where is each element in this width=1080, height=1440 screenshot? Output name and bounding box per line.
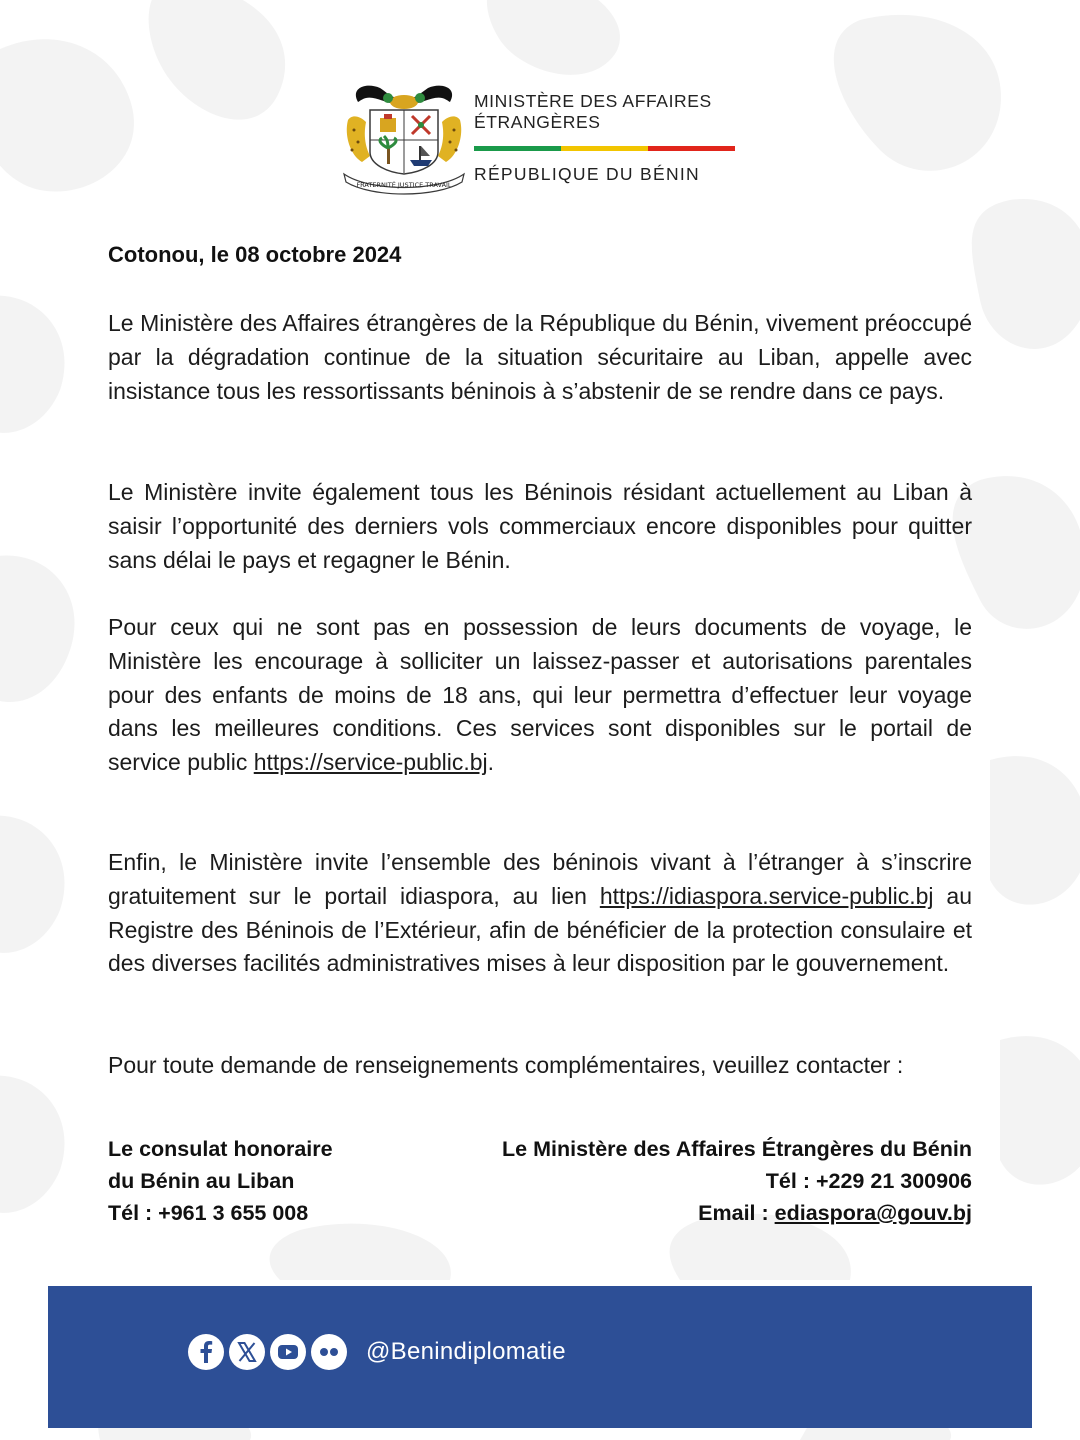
flickr-icon[interactable]	[311, 1334, 347, 1370]
paragraph-5: Pour toute demande de renseignements complémentaires, veuillez contacter :	[108, 1052, 904, 1078]
dateline: Cotonou, le 08 octobre 2024	[108, 242, 402, 267]
republic-name: RÉPUBLIQUE DU BÉNIN	[474, 164, 700, 184]
email-label: Email :	[698, 1201, 775, 1225]
ministry-header	[340, 80, 740, 195]
paragraph-4-text-end: au Registre des Béninois de l’Extérieur, afin de bénéficier de la protection consulaire et des diverses facilités administratives mises à leur disposition par le gouvernement.	[108, 882, 972, 977]
flag-yellow-stripe	[561, 146, 648, 151]
paragraph-1: Le Ministère des Affaires étrangères de la République du Bénin, vivement préoccupé par la dégradation continue de la situation sécuritaire au Liban, appelle avec insistance tous les ressortissants béninois à s’abstenir de se rendre dans ce pays.	[108, 310, 972, 404]
ministry-name	[474, 91, 744, 133]
flag-green-stripe	[474, 146, 561, 151]
social-icons	[188, 1334, 347, 1370]
ministry-contact-name: Le Ministère des Affaires Étrangères du Bénin	[502, 1137, 972, 1161]
paragraph-2: Le Ministère invite également tous les Béninois résidant actuellement au Liban à saisir l’opportunité des derniers vols commerciaux encore disponibles pour quitter sans délai le pays et regagner le Bénin.	[108, 479, 972, 573]
flag-color-bar	[474, 146, 735, 151]
ministry-name-line-1: MINISTÈRE DES AFFAIRES	[474, 91, 712, 111]
ministry-contact-email-row	[412, 1197, 972, 1229]
flag-red-stripe	[648, 146, 735, 151]
idiaspora-link[interactable]: https://idiaspora.service-public.bj	[599, 882, 934, 909]
social-handle[interactable]: @Benindiplomatie	[366, 1338, 566, 1365]
x-icon[interactable]	[229, 1334, 265, 1370]
youtube-icon[interactable]	[270, 1334, 306, 1370]
paragraph-3	[108, 611, 972, 780]
consulate-contact	[108, 1133, 438, 1229]
motto-text: FRATERNITÉ JUSTICE TRAVAIL	[356, 181, 452, 189]
consulate-name-line-1: Le consulat honoraire	[108, 1137, 333, 1161]
email-link[interactable]: ediaspora@gouv.bj	[774, 1201, 972, 1225]
benin-coat-of-arms-icon	[340, 80, 468, 195]
paragraph-3-text: Pour ceux qui ne sont pas en possession de leurs documents de voyage, le Ministère les encourage à solliciter un laissez-passer et autorisations parentales pour des enfants de moins de 18 ans, qui leur permettra d’effectuer leur voyage dans les meilleures conditions. Ces services sont disponibles sur le portail de service public	[108, 614, 972, 776]
consulate-phone: Tél : +961 3 655 008	[108, 1201, 309, 1225]
paragraph-3-end: .	[487, 749, 495, 776]
ministry-contact	[412, 1133, 972, 1229]
ministry-name-line-2: ÉTRANGÈRES	[474, 112, 601, 132]
service-public-link[interactable]: https://service-public.bj	[253, 749, 488, 776]
paragraph-4	[108, 846, 972, 981]
ministry-contact-phone: Tél : +229 21 300906	[765, 1169, 972, 1193]
facebook-icon[interactable]	[188, 1334, 224, 1370]
consulate-name-line-2: du Bénin au Liban	[108, 1169, 295, 1193]
social-footer	[48, 1286, 1032, 1428]
paragraph-4-text: Enfin, le Ministère invite l’ensemble des béninois vivant à l’étranger à s’inscrire gratuitement sur le portail idiaspora, au lien	[108, 849, 972, 909]
